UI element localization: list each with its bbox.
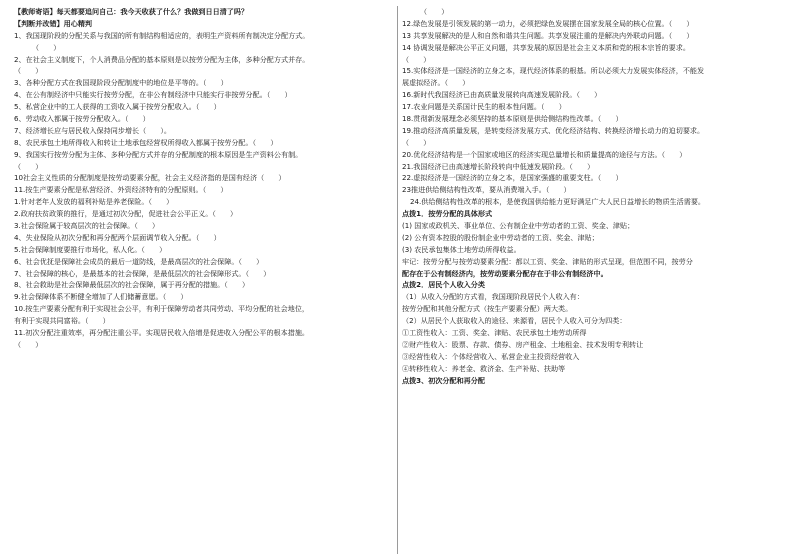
text-line: 22.虚拟经济是一国经济的立身之本，是国家强盛的重要支柱。（ ） — [402, 173, 623, 183]
text-line: 21.我国经济已由高速增长阶段转向中低速发展阶段。（ ） — [402, 161, 595, 171]
text-line: （1）从收入分配的方式看，我国现阶段居民个人收入有： — [402, 292, 584, 302]
text-line: 按劳分配和其他分配方式（按生产要素分配）两大类。 — [402, 304, 573, 314]
text-line: (1) 国家或政机关、事业单位、公有制企业中劳动者的工资、奖金、津贴； — [402, 221, 635, 231]
text-line: 点拨2．居民个人收入分类 — [402, 280, 485, 290]
text-line: ②财产性收入：股票、存款、债券、房产租金、土地租金、技术发明专利转让 — [402, 339, 644, 349]
text-line: 点拨3、初次分配和再分配 — [402, 375, 485, 385]
text-line: 5.社会保障制度要推行市场化，私人化。（ ） — [14, 244, 167, 254]
text-line: 6、社会优抚是保障社会成员的最后一道防线，是最高层次的社会保障。（ ） — [14, 256, 264, 266]
text-line: 【教师寄语】每天都要追问自己：我今天收获了什么？我做到日日清了吗？ — [14, 7, 249, 16]
text-line: （ ） — [420, 7, 449, 16]
text-line: 3.社会保险属于较高层次的社会保障。（ ） — [14, 221, 160, 231]
text-line: 4、失业保险从初次分配和再分配两个层面调节收入分配。（ ） — [14, 232, 221, 242]
text-line: 15.实体经济是一国经济的立身之本，现代经济体系的根基。所以必须大力发展实体经济，不能发 — [402, 66, 705, 76]
text-line: （ ） — [14, 339, 43, 349]
text-line: 配存在于公有制经济内，按劳动要素分配存在于非公有制经济中。 — [402, 268, 608, 278]
text-line: 有利于实现共同富裕。（ ） — [14, 316, 110, 326]
text-line: 13 共享发展解决的是人和自然和谐共生问题。共享发展注重的是解决内外联动问题。（ ） — [402, 30, 694, 40]
text-line: ④转移性收入：养老金、救济金、生产补贴、扶助等 — [402, 363, 566, 373]
left-column — [14, 6, 392, 351]
text-line: 2、在社会主义制度下，个人消费品分配的基本原则是以按劳分配为主体，多种分配方式并存。 — [14, 54, 310, 64]
column-divider — [397, 6, 398, 554]
text-line: 6、劳动收入都属于按劳分配收入。（ ） — [14, 114, 150, 124]
text-line: （ ） — [402, 137, 431, 147]
text-line: 18.贯彻新发展理念必须坚持的基本原则是供给侧结构性改革。（ ） — [402, 114, 623, 124]
text-line: ③经营性收入：个体经营收入、私营企业主投资经营收入 — [402, 351, 580, 361]
text-line: 23推进供给侧结构性改革，要从消费端入手。（ ） — [402, 185, 571, 195]
text-line: (3) 农民承包集体土地劳动所得收益。 — [402, 244, 521, 254]
text-line: 7、社会保障的核心，是最基本的社会保障，是最低层次的社会保障形式。（ ） — [14, 268, 271, 278]
text-line: （ ） — [402, 54, 431, 64]
text-line: 8、农民承包土地所得收入和转让土地承包经营权所得收入都属于按劳分配。（ ） — [14, 137, 278, 147]
text-line: 【判断并改错】用心精判 — [14, 18, 93, 28]
text-line: 1.针对老年人发放的福利补贴是养老保险。（ ） — [14, 197, 174, 207]
text-line: 1、我国现阶段的分配关系与我国的所有制结构相适应的，表明生产资料所有制决定分配方式。 — [14, 30, 310, 40]
text-line: 11.按生产要素分配是私营经济、外资经济特有的分配原则。（ ） — [14, 185, 228, 195]
text-line: （2）从居民个人获取收入的途径、来源看，居民个人收入可分为四类： — [402, 316, 627, 326]
text-line: 9、我国实行按劳分配为主体、多种分配方式并存的分配制度的根本原因是生产资料公有制。 — [14, 149, 303, 159]
text-line: 20.优化经济结构是一个国家或地区的经济实现总量增长和质量提高的途径与方法。（ ） — [402, 149, 687, 159]
text-line: 9.社会保障体系不断健全增加了人们储蓄意愿。（ ） — [14, 292, 188, 302]
text-line: 10.按生产要素分配有利于实现社会公平，有利于保障劳动者共同劳动、平均分配的社会地位， — [14, 304, 310, 314]
text-line: 展虚拟经济。（ ） — [402, 78, 470, 88]
text-line: 10社会主义性质的分配制度是按劳动要素分配，社会主义经济指的是国有经济（ ） — [14, 173, 286, 183]
text-line: 24.供给侧结构性改革的根本，是使我国供给能力更好满足广大人民日益增长的物质生活需要。 — [410, 197, 706, 207]
text-line: 12.绿色发展是引领发展的第一动力，必须把绿色发展摆在国家发展全局的核心位置。（ ） — [402, 18, 694, 28]
text-line: 7、经济增长应与居民收入保持同步增长（ ）。 — [14, 125, 172, 135]
right-column — [402, 6, 784, 387]
text-line: 点拨1．按劳分配的具体形式 — [402, 209, 493, 219]
text-line: (2) 公有资本控股的股份制企业中劳动者的工资、奖金、津贴； — [402, 232, 599, 242]
text-line: 4、在公有制经济中只能实行按劳分配，在非公有制经济中只能实行非按劳分配。（ ） — [14, 90, 292, 100]
text-line: 16.新时代我国经济已由高质量发展转向高速发展阶段。（ ） — [402, 90, 602, 100]
text-line: 牢记：按劳分配与按劳动要素分配：都以工资、奖金、津贴的形式呈现，但范围不同，按劳分 — [402, 256, 693, 266]
text-line: 3、各种分配方式在我国现阶段分配制度中的地位是平等的。（ ） — [14, 78, 228, 88]
text-line: 2.政府扶贫政策的推行，是通过初次分配，促进社会公平正义。（ ） — [14, 209, 238, 219]
text-line: （ ） — [14, 161, 43, 171]
text-line: 14 协调发展是解决公平正义问题，共享发展的原因是社会主义本质和党的根本宗旨的要求。 — [402, 42, 690, 52]
text-line: （ ） — [32, 42, 61, 52]
text-line: 8、社会救助是社会保障最低层次的社会保障，属于再分配的措施。（ ） — [14, 280, 250, 290]
text-line: 11.初次分配注重效率，再分配注重公平。实现居民收入倍增是促进收入分配公平的根本措施。 — [14, 328, 310, 338]
text-line: 5、私营企业中的工人获得的工资收入属于按劳分配收入。（ ） — [14, 102, 221, 112]
text-line: 19.推动经济高质量发展，是转变经济发展方式、优化经济结构、转换经济增长动力的迫切要求。 — [402, 125, 705, 135]
text-line: ①工资性收入：工资、奖金、津贴、农民承包土地劳动所得 — [402, 328, 587, 338]
text-line: 17.农业问题是关系国计民生的根本性问题。（ ） — [402, 102, 566, 112]
text-line: （ ） — [14, 66, 43, 76]
